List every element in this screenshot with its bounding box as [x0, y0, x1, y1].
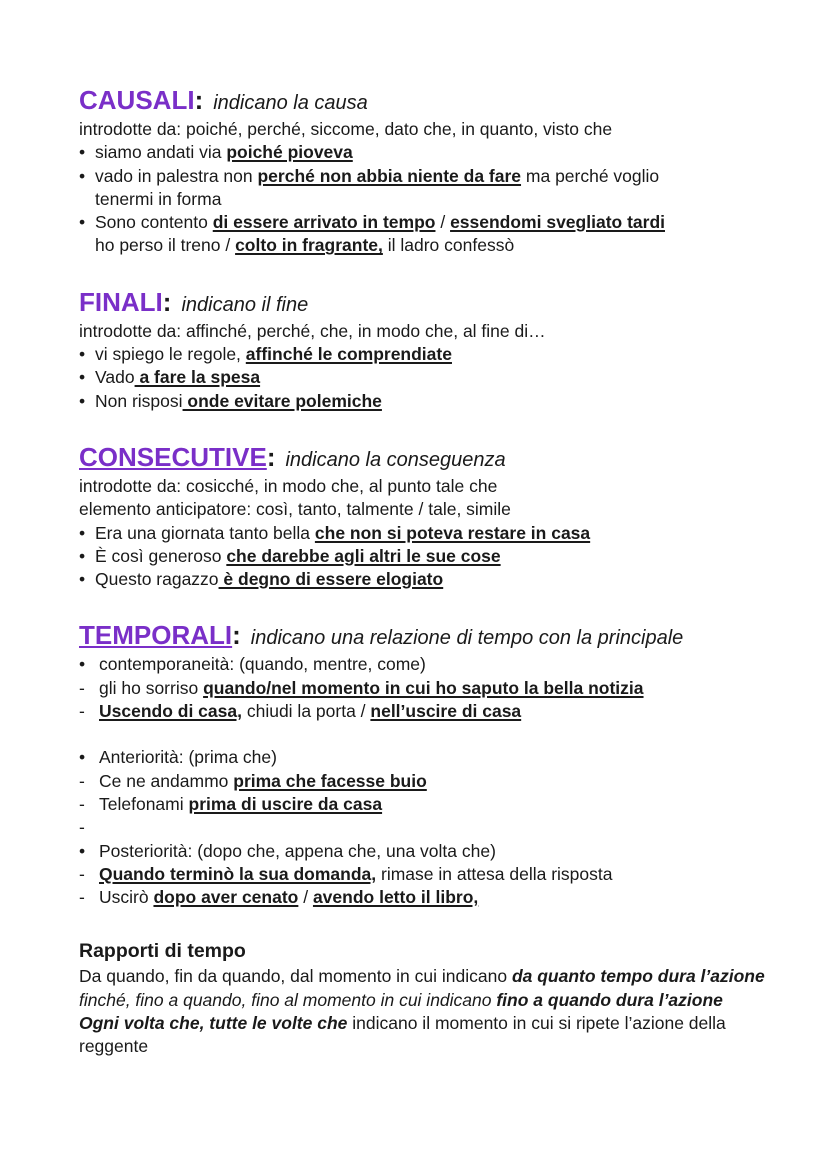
paragraph-text: Da quando, fin da quando, dal momento in cui indicano	[79, 966, 512, 987]
example-text: Non risposi	[95, 390, 183, 411]
example-text: Era una giornata tanto bella	[95, 522, 315, 543]
list-item	[79, 211, 779, 234]
example-highlight: dopo aver cenato	[153, 887, 299, 908]
bullet-marker: •	[79, 747, 86, 768]
example-text: Vado	[95, 367, 135, 388]
dash-marker: -	[79, 863, 85, 884]
example-text: Telefonami	[99, 793, 189, 814]
heading-colon: :	[266, 441, 276, 472]
example-highlight: prima di uscire da casa	[188, 793, 383, 814]
bullet-marker: •	[79, 390, 86, 411]
list-item	[79, 700, 779, 723]
heading-title: FINALI	[79, 286, 163, 317]
list-item	[79, 366, 779, 389]
bullet-marker: •	[79, 569, 86, 590]
example-highlight: di essere arrivato in tempo	[212, 212, 436, 233]
list-item	[79, 746, 779, 769]
intro-line: introdotte da: poiché, perché, siccome, dato che, in quanto, visto che	[79, 119, 613, 139]
example-highlight: onde evitare polemiche	[182, 390, 382, 411]
heading-causali	[79, 82, 779, 118]
example-text: gli ho sorriso	[99, 677, 204, 698]
example-text: Sono contento	[95, 212, 213, 233]
example-highlight: Quando terminò la sua domanda,	[99, 863, 377, 884]
heading-finali	[79, 284, 779, 320]
example-highlight: nell’uscire di casa	[370, 701, 522, 722]
paragraph-emphasis: Ogni volta che, tutte le volte che	[79, 1013, 348, 1034]
list-item	[79, 886, 779, 909]
example-highlight: poiché pioveva	[226, 142, 353, 163]
section-temporali	[79, 617, 779, 909]
bullet-marker: •	[79, 212, 86, 233]
list-item	[79, 863, 779, 886]
example-text: vi spiego le regole,	[95, 344, 246, 365]
paragraph-emphasis: da quanto tempo dura l’azione	[511, 966, 765, 987]
paragraph	[79, 1012, 779, 1059]
heading-title: CAUSALI	[79, 85, 195, 115]
dash-marker: -	[79, 677, 85, 698]
example-text: tenermi in forma	[95, 188, 222, 209]
intro-line: elemento anticipatore: così, tanto, talmente / tale, simile	[79, 499, 511, 520]
example-text: ma perché voglio	[521, 165, 660, 186]
list-item	[79, 522, 779, 545]
list-item	[79, 653, 779, 676]
heading-colon: :	[162, 286, 172, 317]
example-highlight: quando/nel momento in cui ho saputo la bella notizia	[203, 677, 644, 698]
list-item	[79, 568, 779, 591]
heading-subtitle: indicano la causa	[213, 92, 368, 114]
subcategory-label: contemporaneità: (quando, mentre, come)	[99, 654, 426, 675]
example-text: Ce ne andammo	[99, 770, 234, 791]
list-item-continuation	[79, 188, 779, 211]
list-item	[79, 165, 779, 188]
dash-marker: -	[79, 701, 85, 722]
bullet-marker: •	[79, 840, 86, 861]
example-highlight: essendomi svegliato tardi	[450, 212, 665, 233]
list-item	[79, 840, 779, 863]
example-text: siamo andati via	[95, 142, 227, 163]
section-title: Rapporti di tempo	[79, 940, 246, 963]
example-highlight: a fare la spesa	[134, 367, 261, 388]
bullet-marker: •	[79, 165, 86, 186]
bullet-marker: •	[79, 522, 86, 543]
subcategory-label: Posteriorità: (dopo che, appena che, una volta che)	[99, 840, 496, 861]
list-item	[79, 343, 779, 366]
example-text: il ladro confessò	[382, 235, 515, 256]
heading-subtitle: indicano il fine	[181, 293, 309, 316]
example-text: Uscirò	[99, 887, 154, 908]
list-item	[79, 545, 779, 568]
bullet-marker: •	[79, 142, 86, 163]
heading-title: TEMPORALI	[79, 620, 233, 651]
list-item	[79, 793, 779, 816]
example-highlight: prima che facesse buio	[233, 770, 427, 791]
list-item-continuation	[79, 234, 779, 257]
heading-colon: :	[232, 620, 241, 651]
dash-marker: -	[79, 770, 85, 791]
example-highlight: che non si poteva restare in casa	[314, 522, 591, 543]
section-finali	[79, 284, 779, 413]
section-causali	[79, 82, 779, 258]
paragraph-text: finché, fino a quando, fino al momento in cui indicano	[79, 989, 497, 1010]
example-text: vado in palestra non	[95, 165, 258, 186]
separator: /	[435, 212, 451, 233]
example-text: Questo ragazzo	[95, 569, 219, 590]
paragraph-text: indicano il momento in cui si ripete l’azione della reggente	[79, 1013, 726, 1057]
bullet-marker: •	[79, 367, 86, 388]
heading-temporali	[79, 617, 779, 653]
list-item	[79, 390, 779, 413]
subcategory-label: Anteriorità: (prima che)	[99, 747, 277, 768]
heading-colon: :	[194, 85, 204, 115]
intro-line: introdotte da: cosicché, in modo che, al punto tale che	[79, 475, 498, 496]
intro-line: introdotte da: affinché, perché, che, in modo che, al fine di…	[79, 320, 546, 341]
list-item-empty	[79, 816, 779, 839]
example-highlight: Uscendo di casa,	[99, 701, 242, 722]
paragraph	[79, 965, 779, 988]
section-rapporti-di-tempo	[79, 937, 779, 1058]
example-highlight: affinché le comprendiate	[245, 344, 452, 365]
paragraph-emphasis: fino a quando dura l’azione	[496, 989, 723, 1010]
dash-marker: -	[79, 817, 85, 838]
separator: /	[298, 887, 313, 908]
list-item	[79, 770, 779, 793]
document-page	[79, 82, 779, 1059]
paragraph	[79, 989, 779, 1012]
heading-subtitle: indicano una relazione di tempo con la principale	[250, 627, 684, 650]
list-item	[79, 677, 779, 700]
dash-marker: -	[79, 887, 85, 908]
example-text: È così generoso	[95, 545, 227, 566]
bullet-marker: •	[79, 545, 86, 566]
list-item	[79, 141, 779, 164]
example-highlight: è degno di essere elogiato	[218, 569, 444, 590]
example-highlight: avendo letto il libro,	[312, 887, 479, 908]
dash-marker: -	[79, 793, 85, 814]
example-highlight: perché non abbia niente da fare	[257, 165, 522, 186]
example-text: ho perso il treno /	[95, 235, 236, 256]
heading-subtitle: indicano la conseguenza	[285, 448, 506, 471]
example-text: rimase in attesa della risposta	[376, 863, 613, 884]
bullet-marker: •	[79, 344, 86, 365]
example-highlight: che darebbe agli altri le sue cose	[226, 545, 501, 566]
heading-consecutive	[79, 439, 779, 475]
bullet-marker: •	[79, 654, 86, 675]
section-consecutive	[79, 439, 779, 591]
heading-title: CONSECUTIVE	[79, 441, 267, 472]
example-highlight: colto in fragrante,	[235, 235, 383, 256]
example-text: chiudi la porta /	[241, 701, 371, 722]
